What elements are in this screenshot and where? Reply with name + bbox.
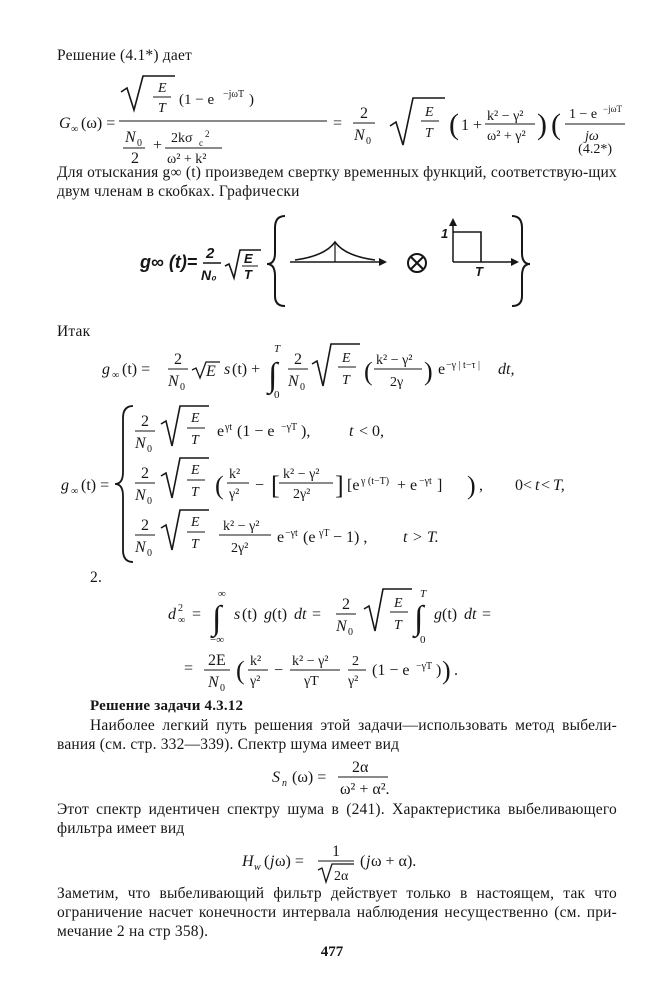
paragraph-convolution: Для отыскания g∞ (t) произведем свертку временных функций, соответствую-щих двум членам в скобках. Графически <box>57 164 617 200</box>
svg-text:2α: 2α <box>334 869 349 884</box>
svg-text:(: ( <box>364 357 373 386</box>
svg-text:(ω) =: (ω) = <box>292 769 327 786</box>
svg-text:0: 0 <box>420 634 426 646</box>
svg-text:∞: ∞ <box>71 124 79 135</box>
svg-text:): ) <box>442 656 451 685</box>
svg-text:d: d <box>168 606 176 623</box>
svg-text:2α: 2α <box>352 759 369 776</box>
svg-text:(e: (e <box>303 529 316 546</box>
svg-text:< 0,: < 0, <box>359 423 385 440</box>
equation-number: (4.2*) <box>578 142 612 157</box>
svg-text:T: T <box>342 373 350 388</box>
equation-integral <box>100 340 620 400</box>
svg-text:γT: γT <box>304 674 319 689</box>
svg-text:2γ: 2γ <box>390 375 404 390</box>
svg-text:s: s <box>224 361 231 378</box>
svg-text:k²: k² <box>250 654 262 669</box>
svg-text:w: w <box>254 862 261 873</box>
svg-text:dt: dt <box>464 606 477 623</box>
svg-text:N: N <box>135 487 146 504</box>
svg-text:2: 2 <box>174 351 182 368</box>
svg-text:(t): (t) <box>242 606 258 623</box>
svg-text:−γT: −γT <box>416 661 433 672</box>
svg-text:2: 2 <box>131 150 139 167</box>
svg-text:(: ( <box>360 853 366 870</box>
svg-text:−: − <box>255 477 265 494</box>
svg-text:+: + <box>153 137 163 154</box>
svg-text:t: t <box>349 423 354 440</box>
svg-text:E: E <box>191 515 200 530</box>
svg-text:=: = <box>192 606 202 623</box>
svg-text:k² − γ²: k² − γ² <box>223 519 260 534</box>
svg-text:e: e <box>277 529 285 546</box>
svg-text:0<: 0< <box>515 477 533 494</box>
section-title: Решение задачи 4.3.12 <box>90 698 244 714</box>
svg-text:0: 0 <box>147 548 152 559</box>
equation-noise-spectrum <box>270 754 430 798</box>
svg-text:E: E <box>206 363 216 380</box>
svg-text:),: ), <box>301 423 311 440</box>
cases-figure <box>57 402 617 564</box>
svg-text:γt: γt <box>225 422 233 433</box>
svg-text:2γ²: 2γ² <box>231 541 249 556</box>
svg-text:∫: ∫ <box>414 600 424 637</box>
svg-text:[: [ <box>271 471 280 500</box>
svg-text:g: g <box>434 606 442 623</box>
svg-text:−∞: −∞ <box>210 634 225 646</box>
svg-text:1: 1 <box>441 226 449 241</box>
svg-text:2: 2 <box>206 245 215 262</box>
svg-text:jω: jω <box>585 129 599 144</box>
svg-text:∞: ∞ <box>71 486 79 497</box>
svg-text:(: ( <box>215 471 224 500</box>
svg-text:=: = <box>312 606 322 623</box>
svg-text:−γt: −γt <box>419 476 432 487</box>
svg-text:+ e: + e <box>397 477 418 494</box>
svg-text:(t) =: (t) = <box>122 361 151 378</box>
svg-text:−: − <box>274 662 284 679</box>
svg-text:T: T <box>191 537 199 552</box>
svg-text:0: 0 <box>300 382 305 393</box>
svg-text:∞: ∞ <box>178 615 186 626</box>
svg-text:g: g <box>264 606 272 623</box>
svg-text:dt,: dt, <box>498 361 515 378</box>
svg-text:2: 2 <box>360 105 368 122</box>
svg-text:S: S <box>272 769 280 786</box>
equation-cases <box>57 402 617 564</box>
svg-text:2: 2 <box>342 596 350 613</box>
svg-text:2E: 2E <box>208 652 226 669</box>
svg-text:(t): (t) <box>272 606 288 623</box>
svg-text:0: 0 <box>147 444 152 455</box>
svg-text:k² − γ²: k² − γ² <box>376 353 413 368</box>
svg-text:(t) =: (t) = <box>81 477 110 494</box>
svg-text:]: ] <box>437 477 443 494</box>
svg-text:0: 0 <box>147 496 152 507</box>
svg-text:2: 2 <box>141 465 149 482</box>
svg-text:2: 2 <box>352 654 359 669</box>
svg-text:g∞ (t)=: g∞ (t)= <box>140 252 198 272</box>
noise-spectrum-figure <box>270 754 430 798</box>
svg-text:k²: k² <box>229 467 241 482</box>
svg-text:(t) +: (t) + <box>232 361 261 378</box>
svg-text:(1 − e: (1 − e <box>372 662 410 679</box>
svg-text:dt: dt <box>294 606 307 623</box>
svg-text:E: E <box>191 411 200 426</box>
svg-text:ω² + k²: ω² + k² <box>167 152 207 167</box>
svg-text:E: E <box>394 596 403 611</box>
svg-text:N: N <box>125 129 136 146</box>
paragraph-whitening: Наиболее легкий путь решения этой задачи—использовать метод выбели-вания (см. стр. 332—339). Спектр шума имеет вид <box>57 717 617 753</box>
svg-text:,: , <box>479 477 483 494</box>
equation-d-squared <box>150 585 550 697</box>
svg-text:G: G <box>59 115 71 132</box>
svg-text:0: 0 <box>220 683 225 694</box>
svg-text:): ) <box>467 471 476 500</box>
svg-text:T: T <box>191 485 199 500</box>
equation-whitening-filter <box>240 838 440 886</box>
svg-text:T: T <box>244 267 252 282</box>
svg-text:E: E <box>191 463 200 478</box>
svg-text:j: j <box>270 853 275 870</box>
svg-text:T: T <box>158 101 166 116</box>
svg-text:0: 0 <box>180 382 185 393</box>
svg-text:e: e <box>217 423 225 440</box>
integral-figure <box>100 340 620 400</box>
equation-4-2-figure <box>57 70 627 170</box>
svg-text:2kσ: 2kσ <box>171 131 193 146</box>
svg-text:[e: [e <box>347 477 360 494</box>
svg-text:2: 2 <box>205 129 210 139</box>
page-number: 477 <box>320 944 344 960</box>
svg-text:γ²: γ² <box>250 674 261 689</box>
svg-text:0: 0 <box>348 627 353 638</box>
svg-text:1 − e: 1 − e <box>569 107 598 122</box>
svg-text:2: 2 <box>294 351 302 368</box>
whitening-filter-figure <box>240 838 440 886</box>
svg-text:2: 2 <box>141 413 149 430</box>
svg-text:γ²: γ² <box>229 487 240 502</box>
svg-text:g: g <box>61 477 69 494</box>
paragraph-filter: Этот спектр идентичен спектру шума в (241). Характеристика выбеливающего фильтра имеет вид <box>57 801 617 837</box>
svg-text:): ) <box>436 662 442 679</box>
svg-text:ω) =: ω) = <box>275 853 304 870</box>
svg-text:=: = <box>482 606 492 623</box>
svg-text:(ω) =: (ω) = <box>81 115 116 132</box>
svg-text:): ) <box>537 108 547 141</box>
svg-text:N: N <box>208 674 219 691</box>
svg-text:E: E <box>425 105 434 120</box>
svg-text:T: T <box>475 264 483 279</box>
svg-text:N: N <box>168 373 179 390</box>
svg-text:(: ( <box>236 656 245 685</box>
svg-text:k² − γ²: k² − γ² <box>487 109 524 124</box>
svg-text:E: E <box>244 251 253 266</box>
svg-text:N₀: N₀ <box>201 267 217 283</box>
svg-text:<: < <box>541 477 551 494</box>
svg-text:T: T <box>394 618 402 633</box>
svg-text:1 +: 1 + <box>461 117 483 134</box>
intro-text: Решение (4.1*) дает <box>57 47 192 64</box>
svg-text:2: 2 <box>178 603 183 614</box>
svg-text:T.: T. <box>427 529 439 546</box>
svg-text:T: T <box>420 588 427 600</box>
svg-text:− 1) ,: − 1) , <box>333 529 368 546</box>
svg-text:γ²: γ² <box>348 674 359 689</box>
svg-text:T: T <box>274 343 281 355</box>
svg-text:E: E <box>342 351 351 366</box>
svg-text:−jωT: −jωT <box>603 104 622 114</box>
svg-text:): ) <box>424 357 433 386</box>
svg-text:(t): (t) <box>442 606 458 623</box>
svg-text:E: E <box>158 81 167 96</box>
svg-text:t: t <box>403 529 408 546</box>
svg-text:H: H <box>242 853 254 870</box>
svg-text:j: j <box>366 853 371 870</box>
svg-text:−jωT: −jωT <box>223 89 245 100</box>
svg-text:N: N <box>135 435 146 452</box>
svg-text:γ (t−T): γ (t−T) <box>361 476 390 487</box>
svg-text:N: N <box>354 127 365 144</box>
svg-text:=: = <box>184 660 194 677</box>
svg-text:T,: T, <box>553 477 565 494</box>
d-squared-figure <box>150 585 550 697</box>
svg-text:∫: ∫ <box>212 600 222 637</box>
svg-text:=: = <box>333 115 343 132</box>
paragraph-note: Заметим, что выбеливающий фильтр действует только в настоящем, так что ограничение насчет конечности интервала наблюдения несущественно (см. при-мечание 2 на стр 358). <box>57 885 617 940</box>
svg-text:∞: ∞ <box>218 588 226 600</box>
svg-text:c: c <box>199 138 203 148</box>
svg-text:n: n <box>282 778 287 789</box>
svg-text:2γ²: 2γ² <box>293 487 311 502</box>
svg-text:N: N <box>135 539 146 556</box>
svg-text:k² − γ²: k² − γ² <box>292 654 329 669</box>
svg-text:s: s <box>234 606 241 623</box>
svg-text:2: 2 <box>141 517 149 534</box>
svg-text:T: T <box>191 433 199 448</box>
svg-text:0: 0 <box>366 136 371 147</box>
svg-text:ω² + α².: ω² + α². <box>340 781 390 798</box>
equation-4-2 <box>57 70 627 170</box>
svg-text:g: g <box>102 361 110 378</box>
item-2-label: 2. <box>90 569 103 586</box>
svg-text:k² − γ²: k² − γ² <box>283 467 320 482</box>
svg-text:(: ( <box>264 853 270 870</box>
svg-text:>: > <box>413 529 423 546</box>
svg-text:(: ( <box>551 108 561 141</box>
svg-text:): ) <box>249 92 254 108</box>
convolution-figure <box>135 208 535 308</box>
itak-label: Итак <box>57 323 91 340</box>
svg-text:]: ] <box>335 471 344 500</box>
svg-text:−γt: −γt <box>285 528 298 539</box>
svg-text:γT: γT <box>319 528 330 539</box>
svg-text:∞: ∞ <box>112 370 120 381</box>
svg-text:−γT: −γT <box>281 422 298 433</box>
svg-text:ω² + γ²: ω² + γ² <box>487 129 526 144</box>
svg-text:0: 0 <box>137 138 142 149</box>
graphical-convolution <box>135 208 535 308</box>
svg-text:(1 − e: (1 − e <box>179 92 215 108</box>
svg-text:.: . <box>454 662 458 679</box>
svg-text:N: N <box>336 618 347 635</box>
svg-text:e: e <box>438 361 446 378</box>
svg-text:t: t <box>535 477 540 494</box>
svg-text:∫: ∫ <box>268 357 278 394</box>
svg-text:0: 0 <box>274 389 280 400</box>
svg-text:T: T <box>425 126 433 141</box>
svg-text:N: N <box>288 373 299 390</box>
svg-text:−γ | t−τ |: −γ | t−τ | <box>446 360 480 371</box>
svg-text:ω + α).: ω + α). <box>371 853 417 870</box>
svg-text:1: 1 <box>332 843 340 860</box>
svg-text:(1 − e: (1 − e <box>237 423 275 440</box>
svg-text:(: ( <box>449 108 459 141</box>
